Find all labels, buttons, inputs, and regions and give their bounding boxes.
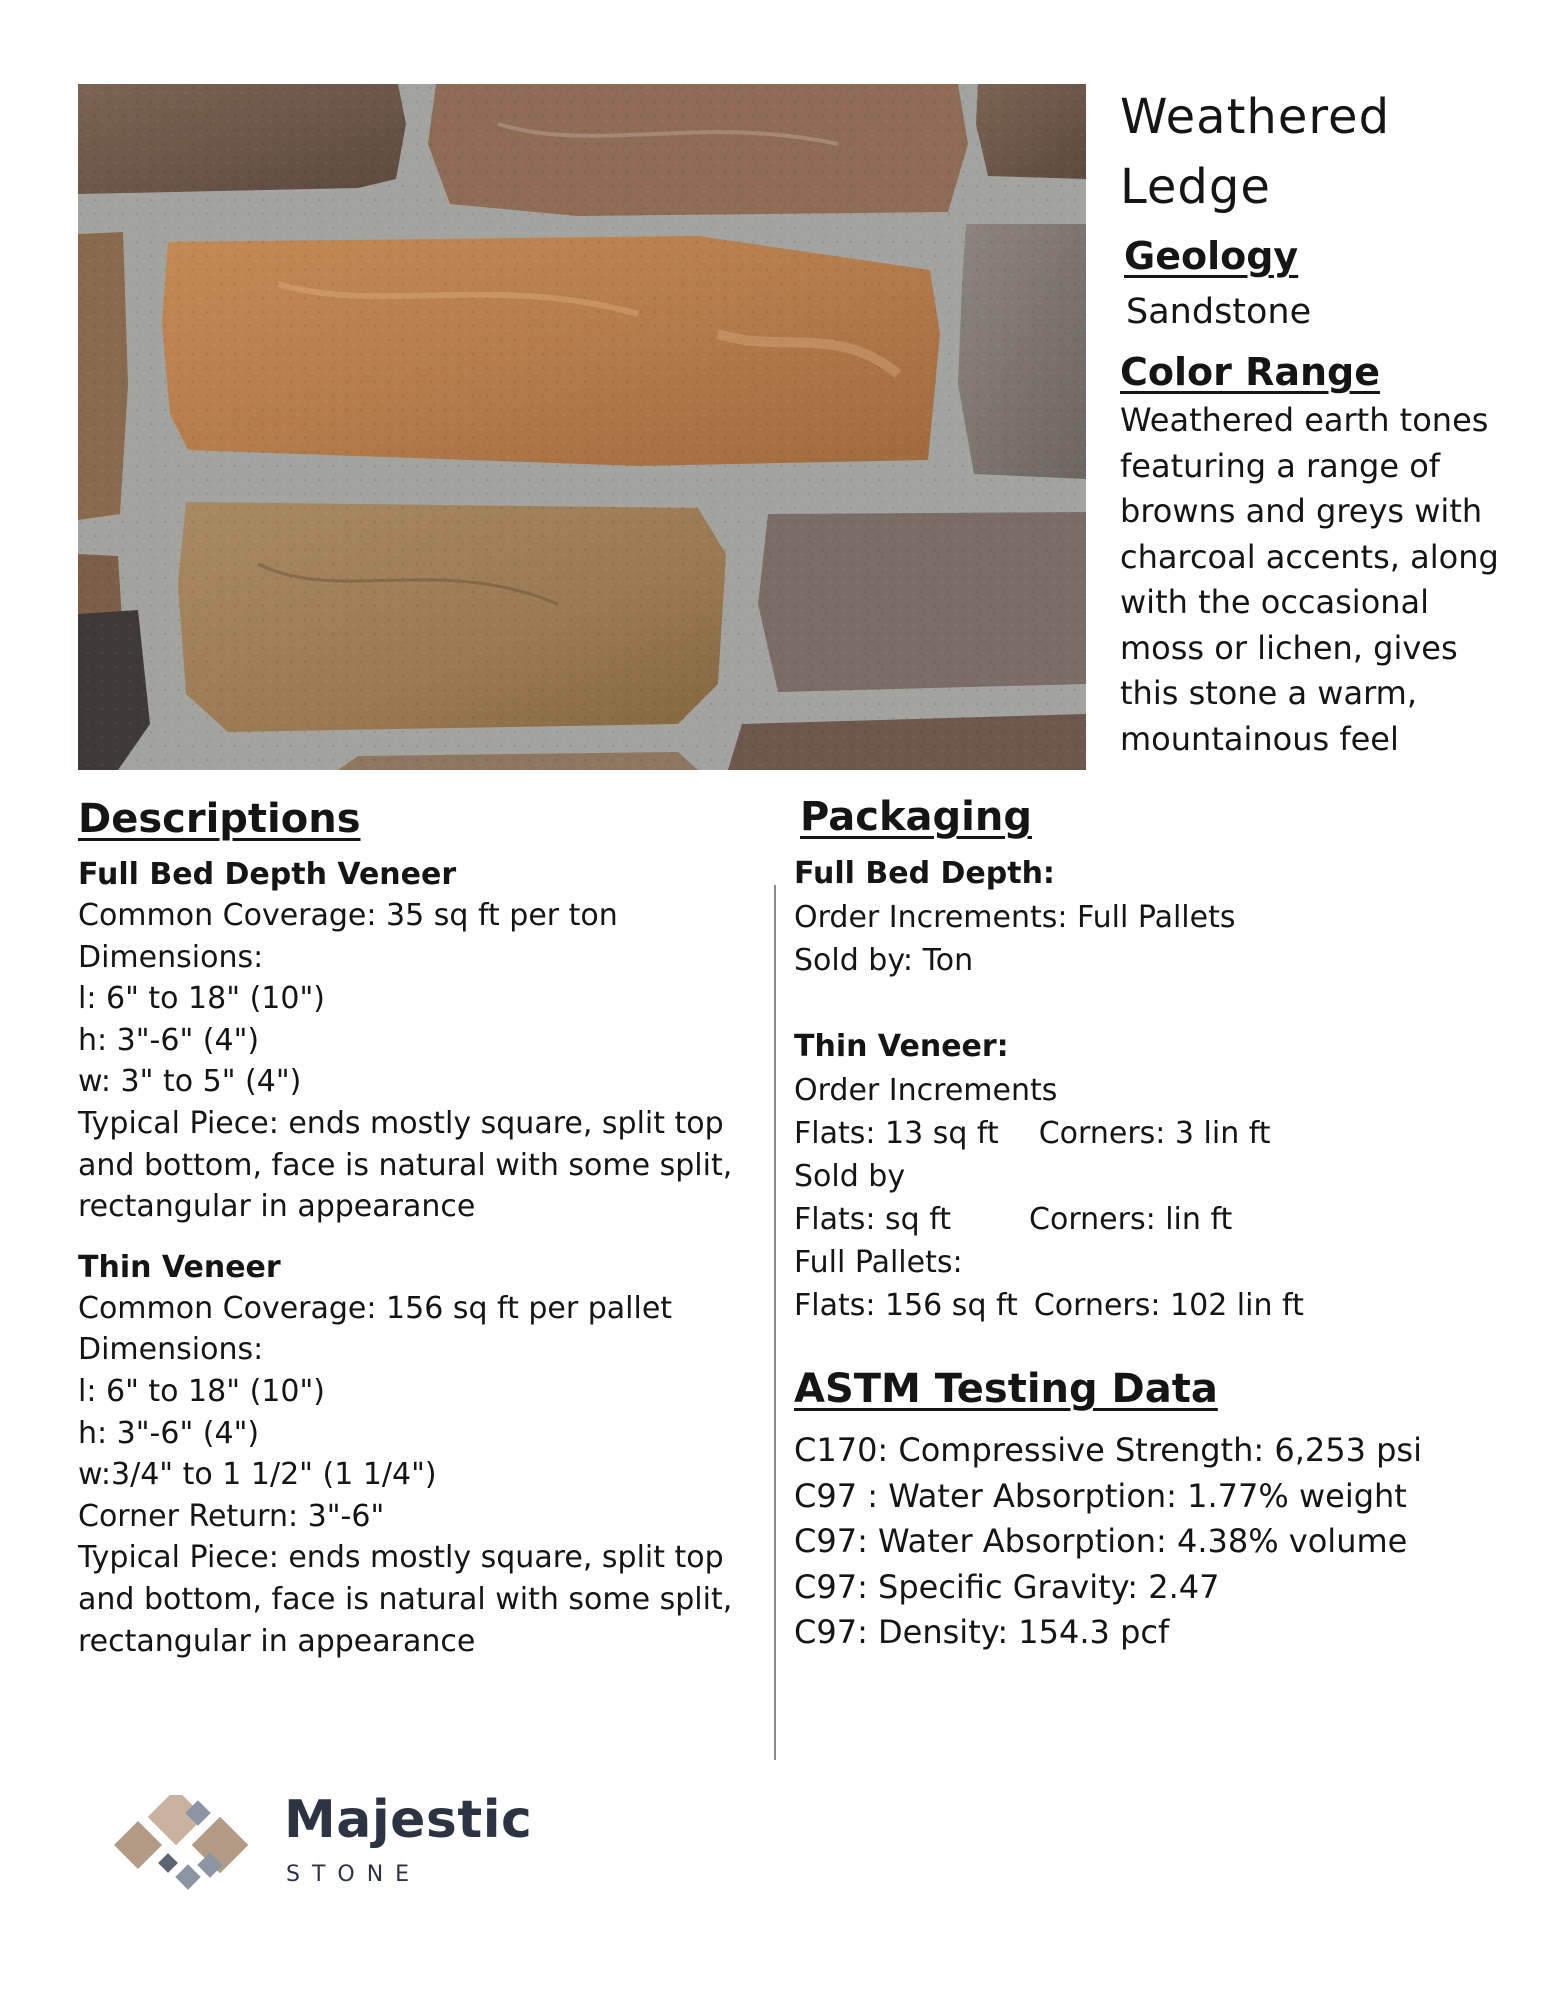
pack-thin-sold-flats: Flats: sq ft — [794, 1202, 952, 1237]
color-range-line: moss or lichen, gives — [1120, 628, 1458, 667]
thin-typical-line: rectangular in appearance — [78, 1623, 476, 1659]
thin-height: h: 3"-6" (4") — [78, 1415, 260, 1451]
pack-thin-increments-label: Order Increments — [794, 1073, 1058, 1108]
product-title-line2: Ledge — [1120, 159, 1271, 215]
full-bed-title: Full Bed Depth Veneer — [78, 857, 457, 892]
pack-thin-inc-corners: Corners: 3 lin ft — [1038, 1116, 1271, 1151]
full-bed-height: h: 3"-6" (4") — [78, 1022, 260, 1058]
full-bed-length: l: 6" to 18" (10") — [78, 981, 325, 1017]
color-range-text — [1120, 398, 1540, 762]
pack-thin-sold-row — [794, 1198, 1514, 1241]
full-bed-coverage: Common Coverage: 35 sq ft per ton — [78, 898, 618, 933]
full-bed-typical-line: and bottom, face is natural with some split, — [78, 1147, 733, 1183]
pack-full-bed-title: Full Bed Depth: — [794, 856, 1055, 891]
thin-corner-return: Corner Return: 3"-6" — [78, 1498, 385, 1534]
stone-photo — [78, 84, 1086, 770]
thin-title: Thin Veneer — [78, 1249, 281, 1285]
pack-thin-pallets-label: Full Pallets: — [794, 1245, 963, 1280]
color-range-heading: Color Range — [1120, 350, 1381, 394]
pack-thin-sold-label: Sold by — [794, 1159, 906, 1194]
pack-thin-sold-corners: Corners: lin ft — [1029, 1202, 1233, 1237]
full-bed-typical-line: Typical Piece: ends mostly square, split top — [78, 1105, 724, 1141]
descriptions-body — [78, 855, 758, 1662]
color-range-line: browns and greys with — [1120, 492, 1483, 530]
descriptions-heading: Descriptions — [78, 796, 361, 842]
pack-full-bed-sold-by: Sold by: Ton — [794, 943, 974, 978]
full-bed-typical-line: rectangular in appearance — [78, 1189, 476, 1225]
pack-thin-increments-row — [794, 1112, 1514, 1155]
pack-thin-pallets-row — [794, 1284, 1514, 1327]
astm-list — [794, 1428, 1514, 1656]
astm-heading: ASTM Testing Data — [794, 1366, 1218, 1412]
color-range-line: Weathered earth tones — [1120, 401, 1489, 439]
brand-name: Majestic — [284, 1790, 533, 1850]
color-range-line: this stone a warm, — [1120, 674, 1417, 712]
color-range-line: with the occasional — [1120, 583, 1430, 621]
packaging-body — [794, 852, 1514, 1327]
astm-item: C97: Specific Gravity: 2.47 — [794, 1567, 1220, 1606]
color-range-line: mountainous feel — [1120, 719, 1399, 758]
full-bed-dimensions-label: Dimensions: — [78, 939, 264, 975]
full-bed-width: w: 3" to 5" (4") — [78, 1064, 302, 1100]
astm-item: C97 : Water Absorption: 1.77% weight — [794, 1476, 1407, 1515]
thin-coverage: Common Coverage: 156 sq ft per pallet — [78, 1290, 673, 1326]
geology-value: Sandstone — [1126, 292, 1312, 332]
thin-typical-line: Typical Piece: ends mostly square, split top — [78, 1540, 724, 1576]
astm-item: C97: Density: 154.3 pcf — [794, 1613, 1170, 1651]
majestic-stone-logo-icon — [110, 1795, 260, 1895]
pack-thin-pal-flats: Flats: 156 sq ft — [794, 1288, 1018, 1323]
pack-thin-pal-corners: Corners: 102 lin ft — [1033, 1288, 1304, 1323]
thin-width: w:3/4" to 1 1/2" (1 1/4") — [78, 1457, 437, 1493]
geology-heading: Geology — [1124, 234, 1299, 278]
thin-typical-line: and bottom, face is natural with some split, — [78, 1581, 733, 1617]
pack-thin-title: Thin Veneer: — [794, 1029, 1009, 1064]
brand-subtitle: STONE — [286, 1862, 422, 1887]
pack-full-bed-increments: Order Increments: Full Pallets — [794, 900, 1236, 935]
pack-thin-inc-flats: Flats: 13 sq ft — [794, 1116, 999, 1151]
thin-dimensions-label: Dimensions: — [78, 1332, 264, 1368]
thin-length: l: 6" to 18" (10") — [78, 1373, 325, 1409]
color-range-line: charcoal accents, along — [1120, 537, 1499, 576]
color-range-line: featuring a range of — [1120, 446, 1441, 485]
astm-item: C97: Water Absorption: 4.38% volume — [794, 1522, 1408, 1560]
stone-wall-image — [78, 84, 1086, 770]
packaging-heading: Packaging — [800, 794, 1032, 840]
astm-item: C170: Compressive Strength: 6,253 psi — [794, 1431, 1422, 1469]
product-title-line1: Weathered — [1120, 89, 1391, 145]
column-divider — [774, 885, 776, 1760]
